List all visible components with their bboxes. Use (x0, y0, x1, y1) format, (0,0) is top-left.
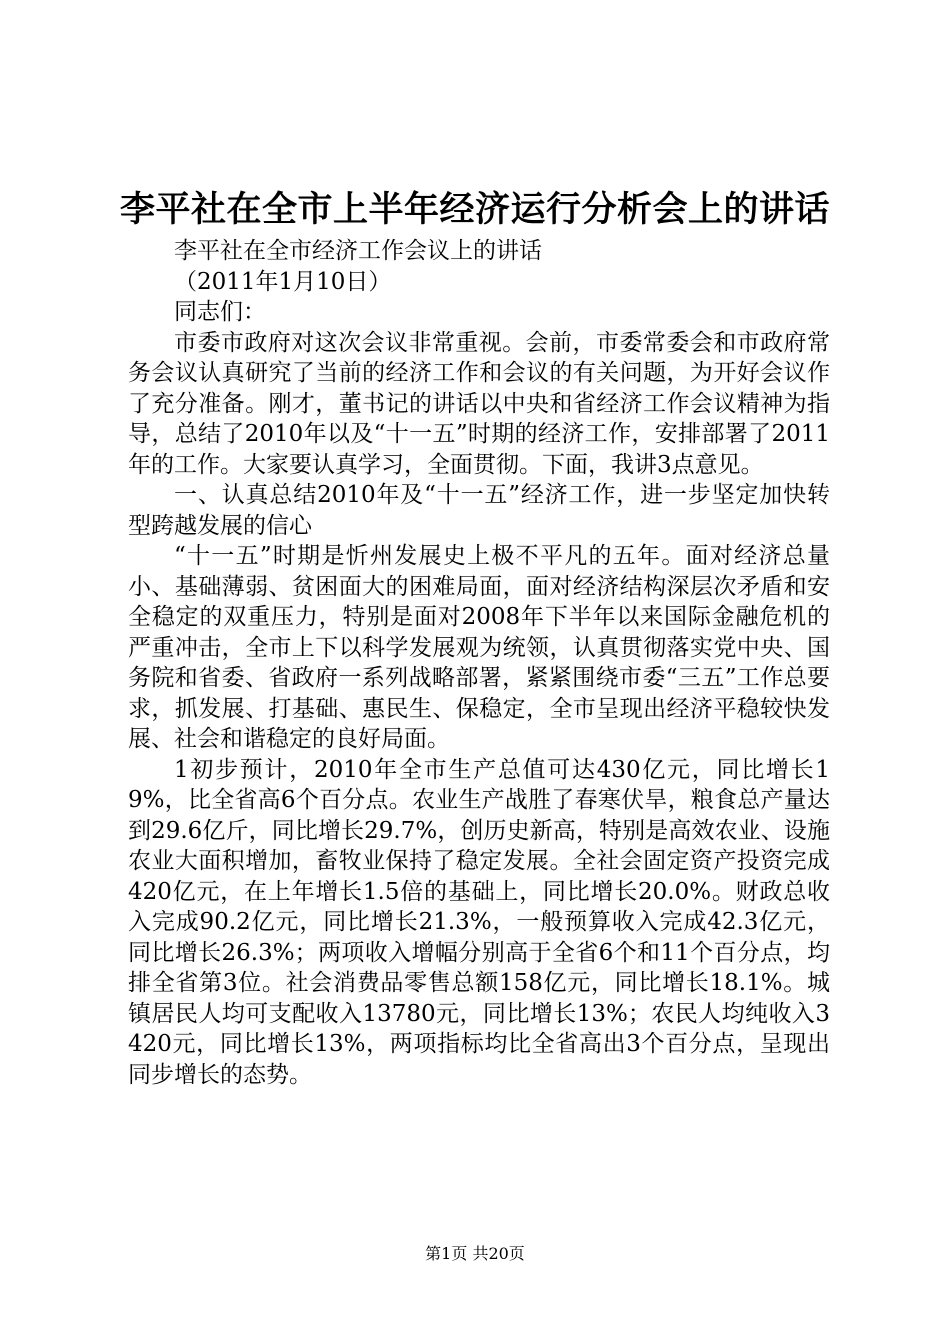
section-heading-1: 一、认真总结2010年及“十一五”经济工作，进一步坚定加快转型跨越发展的信心 (128, 482, 830, 539)
page-footer: 第1页 共20页 (425, 1244, 525, 1263)
document-title: 李平社在全市上半年经济运行分析会上的讲话 (119, 190, 830, 230)
paragraph-intro: 市委市政府对这次会议非常重视。会前，市委常委会和市政府常务会议认真研究了当前的经济工作和会议的有关问题，为开好会议作了充分准备。刚才，董书记的讲话以中央和省经济工作会议精神为指导，总结了2010年以及“十一五”时期的经济工作，安排部署了2011年的工作。大家要认真学习，全面贯彻。下面，我讲3点意见。 (128, 329, 830, 478)
document-body (128, 236, 830, 1090)
paragraph-statistics: 1初步预计，2010年全市生产总值可达430亿元，同比增长19%，比全省高6个百分点。农业生产战胜了春寒伏旱，粮食总产量达到29.6亿斤，同比增长29.7%，创历史新高，特别是高效农业、设施农业大面积增加，畜牧业保持了稳定发展。全社会固定资产投资完成420亿元，在上年增长1.5倍的基础上，同比增长20.0%。财政总收入完成90.2亿元，同比增长21.3%，一般预算收入完成42.3亿元，同比增长26.3%；两项收入增幅分别高于全省6个和11个百分点，均排全省第3位。社会消费品零售总额158亿元，同比增长18.1%。城镇居民人均可支配收入13780元，同比增长13%；农民人均纯收入3420元，同比增长13%，两项指标均比全省高出3个百分点，呈现出同步增长的态势。 (128, 756, 830, 1088)
salutation: 同志们： (174, 299, 266, 325)
paragraph-five-years: “十一五”时期是忻州发展史上极不平凡的五年。面对经济总量小、基础薄弱、贫困面大的困难局面，面对经济结构深层次矛盾和安全稳定的双重压力，特别是面对2008年下半年以来国际金融危机的严重冲击，全市上下以科学发展观为统领，认真贯彻落实党中央、国务院和省委、省政府一系列战略部署，紧紧围绕市委“三五”工作总要求，抓发展、打基础、惠民生、保稳定，全市呈现出经济平稳较快发展、社会和谐稳定的良好局面。 (128, 543, 830, 752)
speech-subtitle: 李平社在全市经济工作会议上的讲话 (174, 238, 542, 264)
speech-date: （2011年1月10日） (174, 268, 392, 295)
